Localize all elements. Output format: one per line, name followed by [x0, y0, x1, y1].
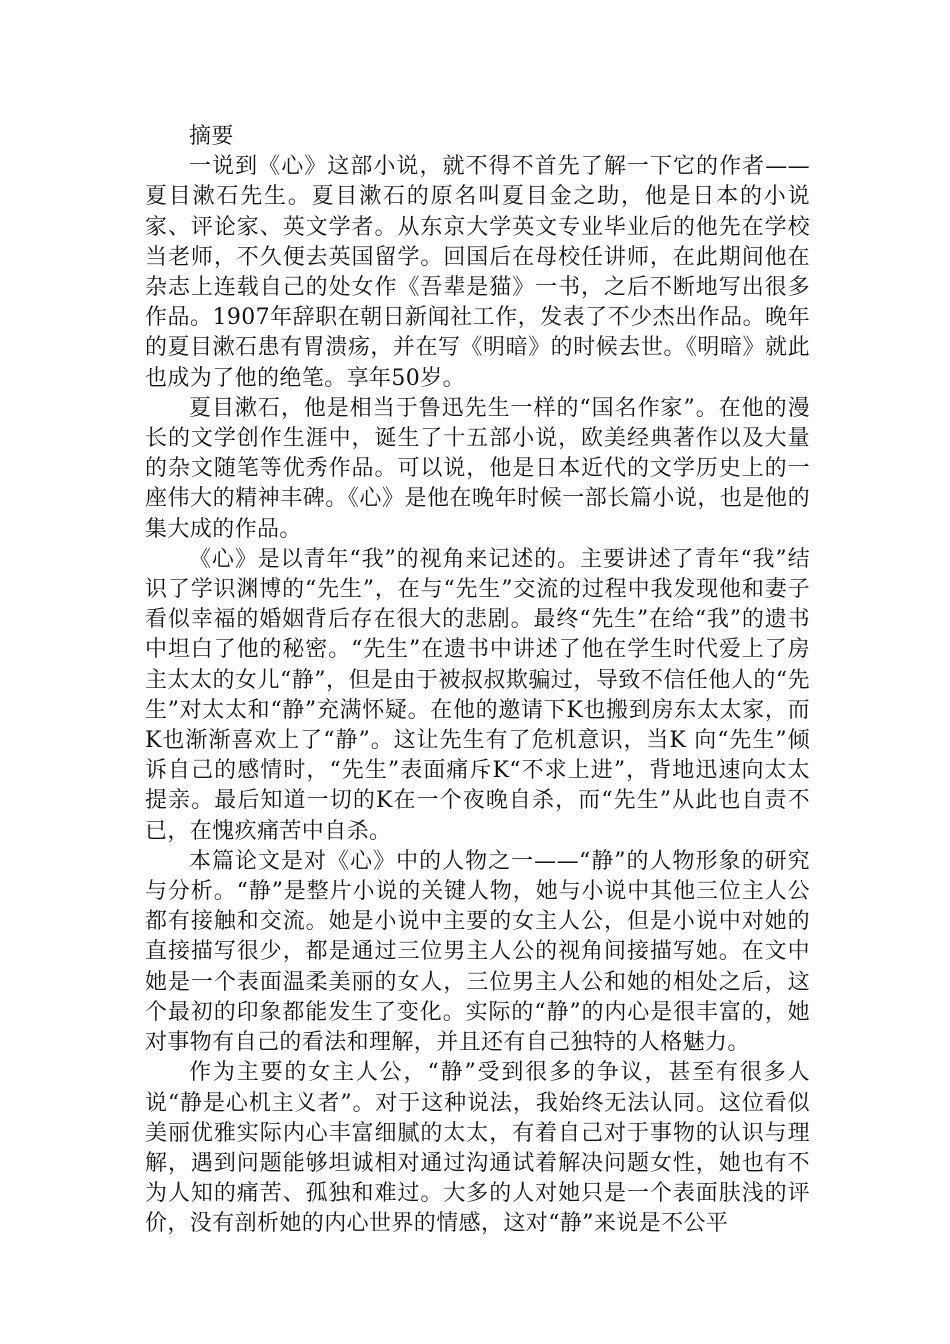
paragraph-thesis-argument: 作为主要的女主人公，“静”受到很多的争议，甚至有很多人说“静是心机主义者”。对于这种说法，我始终无法认同。这位看似美丽优雅实际内心丰富细腻的太太，有着自己对于事物的认识与理解，遇到问题能够坦诚相对通过沟通试着解决问题女性，她也有不为人知的痛苦、孤独和难过。大多的人对她只是一个表面肤浅的评价，没有剖析她的内心世界的情感，这对“静”来说是不公平 — [145, 1060, 810, 1237]
abstract-heading: 摘要 — [189, 124, 234, 149]
paragraph-thesis-topic: 本篇论文是对《心》中的人物之一——“静”的人物形象的研究与分析。“静”是整片小说的关键人物，她与小说中其他三位主人公都有接触和交流。她是小说中主要的女主人公，但是小说中对她的直接描写很少，都是通过三位男主人公的视角间接描写她。在文中她是一个表面温柔美丽的女人，三位男主人公和她的相处之后，这个最初的印象都能发生了变化。实际的“静”的内心是很丰富的，她对事物有自己的看法和理解，并且还有自己独特的人格魅力。 — [145, 848, 810, 1056]
paragraph-plot-summary: 《心》是以青年“我”的视角来记述的。主要讲述了青年“我”结识了学识渊博的“先生”，在与“先生”交流的过程中我发现他和妻子看似幸福的婚姻背后存在很大的悲剧。最终“先生”在给“我”的遗书中坦白了他的秘密。“先生”在遗书中讲述了他在学生时代爱上了房主太太的女儿“静”，但是由于被叔叔欺骗过，导致不信任他人的“先生”对太太和“静”充满怀疑。在他的邀请下K也搬到房东太太家，而K也渐渐喜欢上了“静”。这让先生有了危机意识，当K 向“先生”倾诉自己的感情时，“先生”表面痛斥K“不求上进”，背地迅速向太太提亲。最后知道一切的K在一个夜晚自杀，而“先生”从此也自责不已，在愧疚痛苦中自杀。 — [145, 546, 810, 844]
paragraph-author-intro: 一说到《心》这部小说，就不得不首先了解一下它的作者——夏目漱石先生。夏目漱石的原名叫夏目金之助，他是日本的小说家、评论家、英文学者。从东京大学英文专业毕业后的他先在学校当老师，不久便去英国留学。回国后在母校任讲师，在此期间他在杂志上连载自己的处女作《吾辈是猫》一书，之后不断地写出很多作品。1907年辞职在朝日新闻社工作，发表了不少杰出作品。晚年的夏目漱石患有胃溃疡，并在写《明暗》的时候去世。《明暗》就此也成为了他的绝笔。享年50岁。 — [145, 154, 810, 391]
document-body — [145, 122, 810, 1240]
paragraph-author-legacy: 夏目漱石，他是相当于鲁迅先生一样的“国名作家”。在他的漫长的文学创作生涯中，诞生了十五部小说，欧美经典著作以及大量的杂文随笔等优秀作品。可以说，他是日本近代的文学历史上的一座伟大的精神丰碑。《心》是他在晚年时候一部长篇小说，也是他的集大成的作品。 — [145, 395, 810, 542]
